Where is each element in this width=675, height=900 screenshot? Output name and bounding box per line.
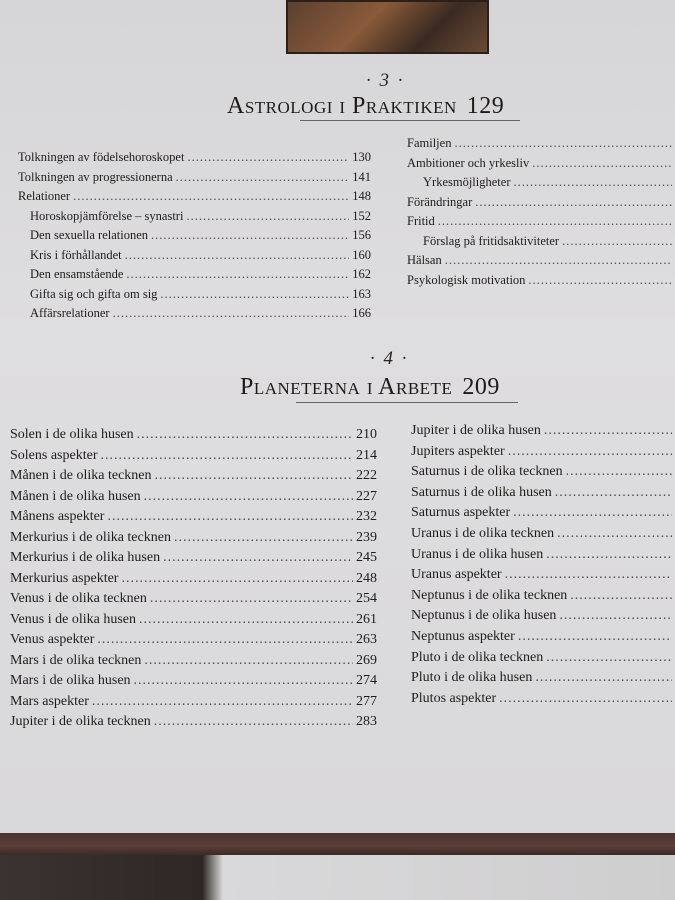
toc-entry [30, 209, 371, 224]
toc-entry-page: 210 [356, 427, 377, 442]
toc-entry [18, 189, 371, 204]
chapter-4-heading [240, 374, 500, 401]
toc-entry-label: Månen i de olika tecknen [10, 468, 152, 483]
chapter-4-page: 209 [462, 374, 500, 400]
toc-entry [407, 253, 675, 268]
dot-leader [155, 468, 353, 484]
toc-entry-label: Den ensamstående [30, 267, 124, 281]
toc-entry [411, 526, 675, 542]
dot-leader [150, 591, 353, 607]
book-cover-edge [0, 833, 675, 855]
toc-entry [30, 287, 371, 302]
toc-entry-label: Venus i de olika tecknen [10, 591, 147, 606]
toc-entry [10, 550, 377, 566]
chapter-4-title: Planeterna i Arbete [240, 374, 453, 400]
toc-entry-page: 239 [356, 529, 377, 545]
toc-entry-label: Månens aspekter [10, 509, 105, 524]
toc-entry-label: Förslag på fritidsaktiviteter [423, 233, 560, 248]
toc-entry [411, 608, 675, 624]
chapter-3-heading [227, 93, 504, 120]
toc-entry-label: Jupiters aspekter [411, 443, 505, 459]
toc-entry [411, 547, 675, 563]
toc-entry-label: Solen i de olika husen [10, 427, 134, 442]
dot-leader [508, 444, 672, 460]
dot-leader [176, 170, 350, 185]
toc-entry-label: Tolkningen av progressionerna [18, 169, 173, 184]
toc-entry [30, 267, 371, 282]
toc-entry-label: Yrkesmöjligheter [423, 175, 511, 189]
toc-entry-page: 245 [356, 550, 377, 565]
toc-entry-page: 166 [352, 306, 371, 320]
toc-entry-page: 274 [356, 673, 377, 688]
toc-entry-page: 263 [356, 632, 377, 647]
toc-entry-label: Gifta sig och gifta om sig [30, 286, 158, 301]
toc-entry-label: Jupiter i de olika husen [411, 423, 541, 438]
dot-leader [144, 489, 353, 505]
chapter-3-rule [300, 120, 520, 121]
toc-entry-page: 156 [352, 228, 371, 242]
dot-leader [174, 530, 353, 546]
toc-entry [423, 234, 675, 249]
toc-entry [423, 175, 675, 190]
dot-leader [546, 650, 672, 666]
toc-entry [411, 464, 675, 480]
dot-leader [562, 234, 672, 249]
toc-entry [411, 505, 675, 521]
toc-entry-label: Plutos aspekter [411, 690, 497, 706]
toc-entry-label: Uranus i de olika husen [411, 546, 544, 562]
toc-entry-page: 254 [356, 591, 377, 606]
dot-leader [73, 189, 349, 204]
chapter-4-number: · 4 · [370, 348, 409, 369]
chapter-3-title: Astrologi i Praktiken [227, 93, 457, 119]
dot-leader [121, 571, 353, 587]
toc-entry [10, 571, 377, 587]
dot-leader [126, 267, 349, 282]
toc-entry [411, 423, 675, 439]
toc-entry [10, 714, 377, 730]
dot-leader [154, 714, 353, 730]
chapter-3-page: 129 [466, 93, 505, 119]
toc-entry [10, 591, 377, 607]
toc-entry-page: 277 [356, 693, 377, 709]
dot-leader [97, 632, 353, 648]
dot-leader [535, 670, 672, 686]
toc-entry-label: Förändringar [407, 194, 473, 209]
toc-entry-label: Relationer [18, 189, 71, 203]
toc-entry [411, 588, 675, 604]
dot-leader [125, 248, 350, 263]
toc-entry-page: 222 [356, 468, 377, 483]
dot-leader [570, 588, 672, 604]
toc-entry-label: Tolkningen av födelsehoroskopet [18, 150, 185, 164]
toc-entry-page: 227 [356, 488, 377, 504]
toc-entry [411, 670, 675, 686]
dot-leader [557, 526, 672, 542]
toc-entry-page: 141 [352, 169, 371, 184]
toc-entry-label: Uranus i de olika tecknen [411, 526, 555, 541]
toc-entry-label: Merkurius aspekter [10, 570, 119, 586]
toc-entry-page: 214 [356, 447, 377, 463]
toc-entry-label: Den sexuella relationen [30, 228, 149, 242]
illustration-image [286, 0, 489, 54]
dot-leader [144, 653, 353, 669]
toc-entry [10, 489, 377, 505]
toc-entry-page: 269 [356, 652, 377, 668]
chapter-3-number: · 3 · [366, 70, 405, 91]
toc-entry-label: Jupiter i de olika tecknen [10, 714, 151, 729]
toc-entry-label: Hälsan [407, 253, 442, 267]
dot-leader [438, 214, 672, 229]
dot-leader [454, 136, 672, 151]
dot-leader [445, 253, 672, 268]
toc-entry-label: Uranus aspekter [411, 567, 502, 583]
toc-entry [10, 530, 377, 546]
toc-entry [10, 468, 377, 484]
toc-entry-page: 152 [352, 208, 371, 223]
toc-entry [10, 694, 377, 710]
dot-leader [555, 485, 672, 501]
toc-entry-label: Venus i de olika husen [10, 611, 136, 627]
dot-leader [107, 509, 353, 525]
toc-entry [10, 612, 377, 628]
dot-leader [544, 423, 672, 439]
toc-entry-label: Saturnus i de olika husen [411, 484, 552, 500]
dot-leader [186, 209, 349, 224]
dot-leader [475, 195, 672, 210]
dot-leader [546, 547, 672, 563]
toc-entry-label: Pluto i de olika tecknen [411, 649, 544, 665]
dot-leader [113, 306, 350, 321]
dot-leader [163, 550, 353, 566]
toc-entry [411, 629, 675, 645]
toc-entry-label: Mars i de olika tecknen [10, 652, 142, 668]
dot-leader [513, 175, 672, 190]
dot-leader [505, 567, 672, 583]
toc-entry-label: Neptunus aspekter [411, 629, 515, 644]
toc-entry [407, 136, 675, 151]
chapter-4-rule [296, 402, 518, 403]
dot-leader [518, 629, 672, 645]
toc-entry-label: Saturnus i de olika tecknen [411, 464, 563, 480]
toc-entry-page: 283 [356, 714, 377, 729]
toc-entry-page: 130 [352, 150, 371, 164]
toc-entry [10, 509, 377, 525]
toc-entry [10, 427, 377, 443]
dot-leader [160, 287, 349, 302]
toc-entry [30, 306, 371, 321]
toc-entry-label: Mars i de olika husen [10, 673, 131, 688]
dot-leader [134, 673, 353, 689]
toc-entry-label: Kris i förhållandet [30, 247, 122, 262]
toc-entry-label: Neptunus i de olika husen [411, 608, 557, 624]
toc-entry [10, 653, 377, 669]
toc-entry-page: 148 [352, 189, 371, 203]
dot-leader [137, 427, 353, 443]
dot-leader [559, 608, 672, 624]
toc-entry-label: Merkurius i de olika tecknen [10, 529, 171, 545]
dot-leader [499, 691, 672, 707]
toc-entry-label: Saturnus aspekter [411, 505, 511, 521]
toc-entry [10, 632, 377, 648]
toc-entry [411, 485, 675, 501]
dot-leader [566, 464, 672, 480]
toc-entry-label: Månen i de olika husen [10, 488, 141, 504]
dot-leader [528, 273, 672, 288]
toc-entry-label: Neptunus i de olika tecknen [411, 587, 568, 603]
toc-entry-page: 261 [356, 611, 377, 627]
toc-entry [407, 214, 675, 229]
dot-leader [100, 448, 353, 464]
toc-entry [411, 567, 675, 583]
toc-entry-page: 162 [352, 267, 371, 281]
toc-entry [411, 650, 675, 666]
toc-entry [407, 156, 675, 171]
toc-entry-label: Pluto i de olika husen [411, 670, 533, 686]
toc-entry-page: 248 [356, 570, 377, 586]
dot-leader [151, 228, 349, 243]
dot-leader [187, 150, 349, 165]
toc-entry-label: Venus aspekter [10, 632, 95, 647]
toc-entry-label: Mars aspekter [10, 693, 89, 709]
toc-entry-label: Affärsrelationer [30, 306, 110, 320]
toc-entry-label: Ambitioner och yrkesliv [407, 155, 530, 170]
toc-entry [411, 444, 675, 460]
toc-entry [18, 170, 371, 185]
toc-entry [411, 691, 675, 707]
toc-entry [407, 273, 675, 288]
toc-entry-page: 232 [356, 509, 377, 524]
dot-leader [92, 694, 353, 710]
dot-leader [532, 156, 672, 171]
toc-entry-label: Fritid [407, 214, 435, 228]
toc-entry-label: Merkurius i de olika husen [10, 550, 161, 565]
toc-entry-page: 163 [352, 286, 371, 301]
toc-entry [10, 673, 377, 689]
toc-entry-label: Psykologisk motivation [407, 272, 526, 287]
toc-entry-label: Familjen [407, 136, 452, 150]
table-surface [0, 855, 675, 900]
toc-entry [18, 150, 371, 165]
toc-entry [407, 195, 675, 210]
toc-entry [30, 228, 371, 243]
toc-entry [10, 448, 377, 464]
dot-leader [513, 505, 672, 521]
toc-entry-label: Horoskopjämförelse – synastri [30, 208, 184, 223]
dot-leader [139, 612, 353, 628]
toc-entry-label: Solens aspekter [10, 447, 98, 463]
toc-entry [30, 248, 371, 263]
toc-entry-page: 160 [352, 247, 371, 262]
